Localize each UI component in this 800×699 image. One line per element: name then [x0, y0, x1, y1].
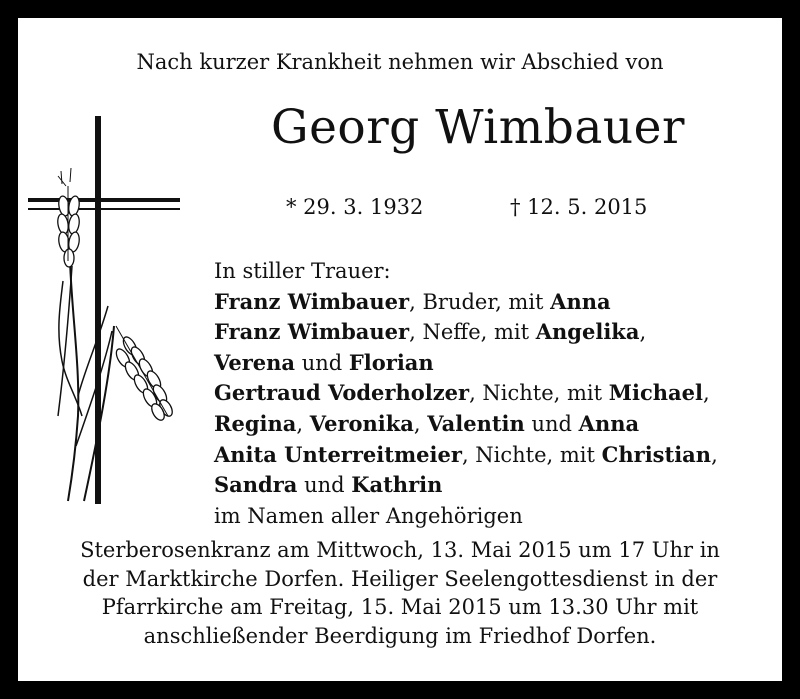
mourner-line: Anita Unterreitmeier, Nichte, mit Christian,	[214, 441, 718, 467]
notice-line: Pfarrkirche am Freitag, 15. Mai 2015 um 13.30 Uhr mit	[101, 595, 699, 619]
notice-line: anschließender Beerdigung im Friedhof Dorfen.	[143, 623, 657, 648]
mourner-line: Gertraud Voderholzer, Nichte, mit Michael,	[214, 380, 710, 406]
birth-date: * 29. 3. 1932	[286, 195, 424, 219]
mourner-line: Regina, Veronika, Valentin und Anna	[214, 410, 640, 436]
mourners-heading: In stiller Trauer:	[214, 259, 391, 283]
mourner-line: Franz Wimbauer, Neffe, mit Angelika,	[214, 319, 647, 345]
mourners-closing: im Namen aller Angehörigen	[214, 503, 523, 528]
notice-line: Sterberosenkranz am Mittwoch, 13. Mai 2015 um 17 Uhr in	[80, 538, 720, 562]
deceased-name: Georg Wimbauer	[271, 100, 685, 155]
notice-line: der Marktkirche Dorfen. Heiliger Seelengottesdienst in der	[82, 566, 718, 591]
death-date: † 12. 5. 2015	[510, 195, 648, 219]
obituary-notice	[18, 18, 782, 681]
mourner-line: Verena und Florian	[214, 349, 434, 375]
mourners-list	[214, 256, 718, 531]
mourner-line: Franz Wimbauer, Bruder, mit Anna	[214, 288, 611, 314]
mourner-line: Sandra und Kathrin	[214, 472, 443, 498]
cross-with-wheat-icon	[28, 116, 188, 506]
service-notice	[18, 536, 782, 650]
intro-line: Nach kurzer Krankheit nehmen wir Abschied von	[136, 50, 664, 74]
